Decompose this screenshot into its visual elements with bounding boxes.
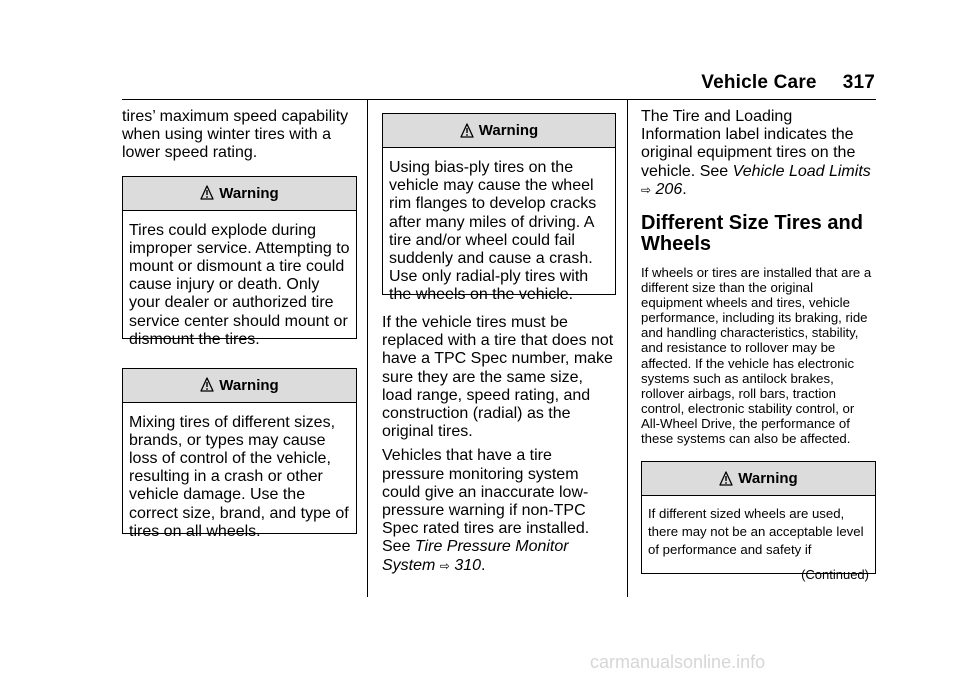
intro-paragraph: tires’ maximum speed capability when using winter tires with a lower speed rating.: [122, 108, 349, 162]
column-divider-2: [627, 100, 628, 597]
warning-icon: [200, 377, 214, 393]
column-2: [382, 113, 616, 575]
warning-text: Using bias-ply tires on the vehicle may cause the wheel rim flanges to develop cracks after many miles of driving. A tire and/or wheel could fail suddenly and cause a crash. Use only radial-ply tires with the wheels on the vehicle.: [389, 159, 597, 304]
column-1: [122, 108, 357, 540]
warning-box-4: [641, 461, 876, 583]
section-title: Different Size Tires and Wheels: [641, 212, 863, 256]
page-number: 317: [842, 72, 875, 93]
warning-header: [383, 114, 615, 148]
vehicle-load-limits-link[interactable]: Vehicle Load Limits: [732, 162, 871, 180]
column-3: [641, 108, 876, 583]
tire-pressure-monitor-link[interactable]: Tire Pressure Monitor System: [382, 538, 569, 574]
warning-title: Warning: [219, 376, 279, 394]
warning-header: [123, 177, 356, 211]
tpms-paragraph: Vehicles that have a tire pressure monitoring system could give an inaccurate low-pressure warning if non-TPC Spec rated tires are installed. See Tire Pressure Monitor System ⇨ 310.: [382, 447, 590, 574]
warning-icon: [200, 185, 214, 201]
tpc-spec-paragraph: If the vehicle tires must be replaced with a tire that does not have a TPC Spec number, make sure they are the same size, load range, speed rating, and construction (radial) as the original tires.: [382, 314, 614, 441]
page-reference-icon: ⇨: [641, 182, 652, 197]
page-reference[interactable]: 206: [655, 180, 683, 198]
warning-title: Warning: [478, 122, 539, 139]
header-rule: [122, 99, 876, 100]
page-reference[interactable]: 310: [454, 556, 482, 574]
section-name: Vehicle Care: [701, 72, 817, 93]
watermark: carmanualsonline.info: [590, 652, 766, 672]
section-body: If wheels or tires are installed that are a different size than the original equipment wheels and tires, vehicle performance, including its braking, ride and handling characteristics, stability, and resistance to rollover may be affected. If the vehicle has electronic systems such as antilock brakes, rollover airbags, roll bars, traction control, electronic stability control, or All-Wheel Drive, the performance of these systems can also be affected.: [641, 265, 872, 447]
warning-box-2: [122, 368, 357, 540]
page-header: [701, 72, 875, 94]
warning-box-1: [122, 176, 357, 348]
warning-text: Mixing tires of different sizes, brands, or types may cause loss of control of the vehicle, resulting in a crash or other vehicle damage. Use the correct size, brand, and type of tires on all wheels.: [129, 413, 349, 540]
continued-label: (Continued): [801, 567, 869, 583]
warning-icon: [460, 123, 474, 139]
warning-header: [123, 369, 356, 403]
tire-loading-paragraph: The Tire and Loading Information label indicates the original equipment tires on the vehicle. See Vehicle Load Limits ⇨ 206.: [641, 108, 871, 198]
warning-title: Warning: [219, 184, 279, 202]
warning-title: Warning: [738, 470, 798, 488]
warning-text: Tires could explode during improper service. Attempting to mount or dismount a tire could cause injury or death. Only your dealer or authorized tire service center should mount or dismount the tires.: [129, 221, 350, 348]
column-divider-1: [367, 100, 368, 597]
warning-box-3: [382, 113, 616, 304]
warning-header: [642, 462, 875, 496]
page-reference-icon: ⇨: [439, 558, 450, 573]
warning-icon: [719, 471, 733, 487]
warning-text: If different sized wheels are used, there may not be an acceptable level of performance and safety if: [648, 506, 864, 558]
